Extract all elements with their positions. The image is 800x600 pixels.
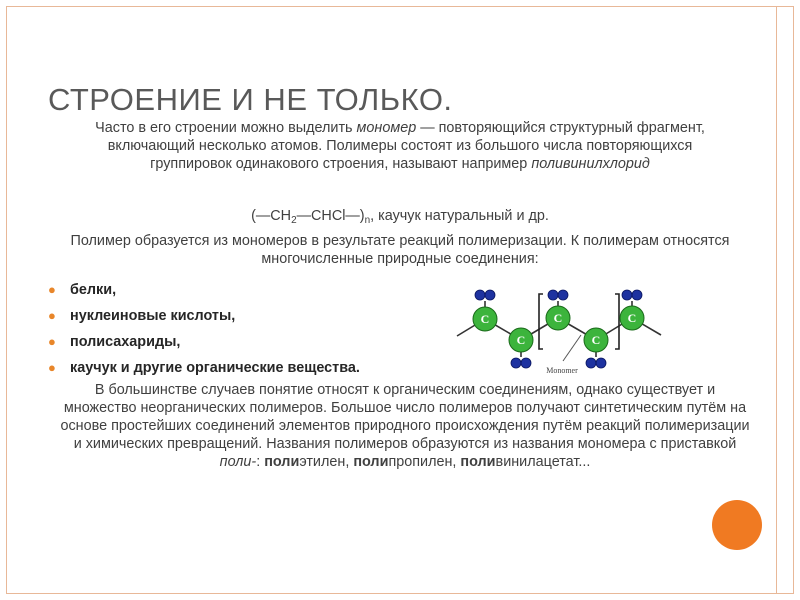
hydrogen-atom — [558, 290, 568, 300]
intro-text-a: Часто в его строении можно выделить — [95, 120, 357, 136]
intro-paragraph — [70, 119, 730, 173]
carbon-label: C — [627, 311, 637, 325]
closing-paragraph — [60, 381, 750, 471]
list-item — [48, 333, 360, 359]
carbon-label: C — [591, 333, 601, 347]
formula-c: , каучук натуральный и др. — [370, 208, 549, 224]
list-item-label: нуклеиновые кислоты, — [70, 308, 236, 324]
closing-example-3: винилацетат... — [495, 454, 591, 470]
hydrogen-atom — [632, 290, 642, 300]
hydrogen-atom — [485, 290, 495, 300]
formula-b: —CHCl—) — [296, 208, 365, 224]
closing-example-1: этилен, — [299, 454, 354, 470]
decorative-orange-circle — [712, 500, 762, 550]
poly-strong-2: поли — [353, 454, 389, 470]
bullet-icon: ● — [48, 308, 56, 323]
slide-title: СТРОЕНИЕ И НЕ ТОЛЬКО. — [48, 82, 453, 117]
hydrogen-atom — [548, 290, 558, 300]
bullet-icon: ● — [48, 282, 56, 297]
natural-compounds-list — [48, 281, 360, 385]
poly-strong-1: поли — [264, 454, 300, 470]
carbon-label: C — [553, 311, 563, 325]
hydrogen-atom — [511, 358, 521, 368]
formula-sub1: 2 — [291, 215, 297, 226]
hydrogen-atom — [596, 358, 606, 368]
formula-sub-n: n — [364, 215, 371, 226]
hydrogen-atom — [475, 290, 485, 300]
list-item — [48, 307, 360, 333]
formula-line — [70, 207, 730, 230]
monomer-pointer — [563, 335, 581, 361]
polymerization-paragraph: Полимер образуется из мономеров в результате реакций полимеризации. К полимерам относятся многочисленные природные соединения: — [70, 233, 730, 267]
list-item-label: белки, — [70, 282, 117, 298]
bullet-icon: ● — [48, 360, 56, 375]
carbon-label: C — [516, 333, 526, 347]
closing-text-b: : — [256, 454, 265, 470]
hydrogen-atom — [586, 358, 596, 368]
monomer-label: Monomer — [546, 366, 578, 375]
list-item — [48, 281, 360, 307]
intro-text-b: — повторяющийся структурный фрагмент, включающий несколько атомов. Полимеры состоят из большого числа повторяющихся группировок одинакового строения, называют например — [107, 120, 705, 172]
polymer-chain-diagram — [455, 285, 680, 380]
poly-strong-3: поли — [460, 454, 496, 470]
closing-example-2: пропилен, — [388, 454, 461, 470]
hydrogen-atom — [622, 290, 632, 300]
hydrogen-atom — [521, 358, 531, 368]
formula-a: (—CH — [251, 208, 292, 224]
intro-monomer-term: мономер — [356, 120, 417, 136]
closing-text-a: В большинстве случаев понятие относят к органическим соединениям, однако существует и множество неорганических полимеров. Большое число полимеров получают синтетическим путём на основе простейших соединений элементов природного происхождения путём реакций полимеризации и химических превращений. Названия полимеров образуются из названия мономера с приставкой — [60, 382, 750, 452]
slide-frame-line — [776, 6, 777, 594]
poly-prefix: поли- — [219, 454, 257, 470]
bullet-icon: ● — [48, 334, 56, 349]
carbon-label: C — [480, 312, 490, 326]
list-item-label: каучук и другие органические вещества. — [70, 360, 360, 376]
intro-pvc-term: поливинилхлорид — [531, 156, 650, 172]
list-item-label: полисахариды, — [70, 334, 181, 350]
